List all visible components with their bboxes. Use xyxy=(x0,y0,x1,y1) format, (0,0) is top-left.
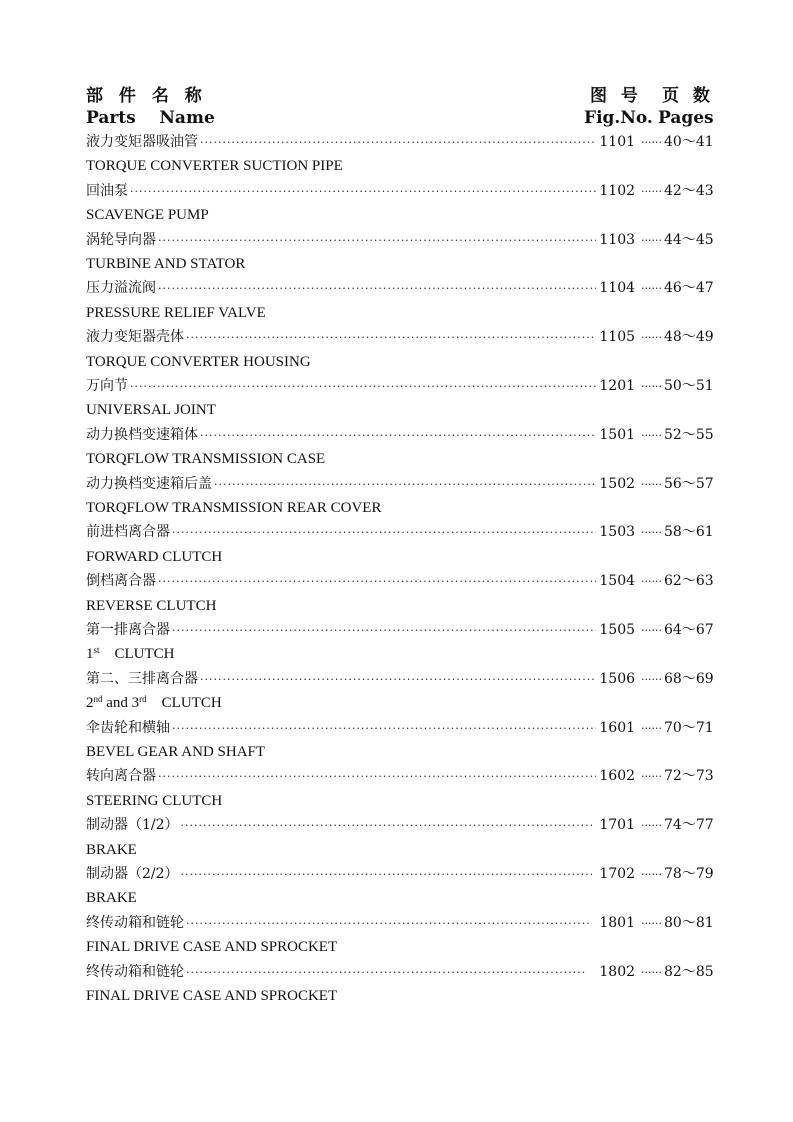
entry-fig-number: 1505 xyxy=(599,621,636,638)
index-entry xyxy=(86,862,716,911)
header-cn-name: 部 件 名 称 xyxy=(86,86,207,106)
entry-en-part: CLUTCH xyxy=(99,646,175,663)
index-entry xyxy=(86,569,716,618)
entry-fig-number: 1801 xyxy=(594,914,636,931)
parts-index xyxy=(86,86,716,1008)
dot-leader xyxy=(186,961,587,985)
index-entry xyxy=(86,276,716,325)
dot-leader xyxy=(181,814,592,838)
entry-en-part: nd xyxy=(93,694,103,705)
entry-list xyxy=(86,130,716,1008)
entry-en-title xyxy=(86,691,716,715)
entry-cn-row xyxy=(86,764,716,788)
index-entry xyxy=(86,325,716,374)
dot-leader xyxy=(130,180,596,204)
entry-cn-title: 前进档离合器 xyxy=(86,524,170,541)
dot-leader-short: ······ xyxy=(641,819,662,833)
index-entry xyxy=(86,960,716,1009)
index-entry xyxy=(86,179,716,228)
entry-en-title: SCAVENGE PUMP xyxy=(86,207,209,224)
entry-pages: 42～43 xyxy=(664,182,714,199)
dot-leader-short: ······ xyxy=(641,575,662,589)
entry-cn-title: 液力变矩器吸油管 xyxy=(86,134,198,150)
entry-fig-number: 1504 xyxy=(599,573,636,590)
entry-en-title: TORQUE CONVERTER HOUSING xyxy=(86,353,311,370)
entry-en-part: 2 xyxy=(86,695,94,712)
index-entry xyxy=(86,130,716,179)
entry-cn-title: 液力变矩器壳体 xyxy=(86,329,184,346)
dot-leader xyxy=(158,570,596,594)
entry-pages: 68～69 xyxy=(664,670,714,687)
dot-leader xyxy=(200,131,596,155)
entry-en-part: and 3 xyxy=(102,695,140,712)
entry-en-title: TURBINE AND STATOR xyxy=(86,255,246,272)
entry-en-title: FINAL DRIVE CASE AND SPROCKET xyxy=(86,939,338,956)
entry-en-title: REVERSE CLUTCH xyxy=(86,597,217,614)
dot-leader-short: ······ xyxy=(641,233,662,247)
dot-leader xyxy=(130,375,596,399)
entry-en-title: STEERING CLUTCH xyxy=(86,792,223,809)
entry-cn-title: 第一排离合器 xyxy=(86,621,170,638)
entry-cn-title: 动力换档变速箱后盖 xyxy=(86,475,212,492)
dot-leader-short: ······ xyxy=(641,623,662,637)
dot-leader xyxy=(186,326,596,350)
entry-pages: 62～63 xyxy=(664,573,714,590)
entry-cn-title: 动力换档变速箱体 xyxy=(86,426,198,443)
dot-leader-short: ······ xyxy=(641,672,662,686)
entry-pages: 82～85 xyxy=(664,963,714,980)
entry-fig-number: 1501 xyxy=(599,426,636,443)
dot-leader-short: ······ xyxy=(641,965,662,979)
dot-leader-short: ······ xyxy=(641,282,662,296)
entry-fig-number: 1201 xyxy=(599,377,636,394)
entry-cn-row xyxy=(86,862,716,886)
entry-cn-title: 万向节 xyxy=(86,377,128,394)
entry-en-title: FORWARD CLUTCH xyxy=(86,548,223,565)
entry-pages: 48～49 xyxy=(664,329,714,346)
entry-fig-number: 1502 xyxy=(599,475,636,492)
entry-en-title: UNIVERSAL JOINT xyxy=(86,402,216,419)
dot-leader xyxy=(172,521,596,545)
header-cn-pages: 页 数 xyxy=(662,86,714,106)
dot-leader xyxy=(158,765,596,789)
entry-pages: 52～55 xyxy=(664,426,714,443)
index-entry xyxy=(86,911,716,960)
entry-cn-row xyxy=(86,520,716,544)
entry-fig-number: 1503 xyxy=(599,524,636,541)
entry-cn-row xyxy=(86,179,716,203)
index-entry xyxy=(86,423,716,472)
entry-fig-number: 1601 xyxy=(599,719,636,736)
dot-leader xyxy=(158,277,596,301)
entry-cn-title: 制动器（1/2） xyxy=(86,817,179,834)
entry-en-part: CLUTCH xyxy=(146,695,222,712)
entry-pages: 70～71 xyxy=(664,719,714,736)
dot-leader xyxy=(172,619,596,643)
entry-cn-title: 回油泵 xyxy=(86,182,128,199)
index-entry xyxy=(86,764,716,813)
entry-pages: 56～57 xyxy=(664,475,714,492)
entry-pages: 64～67 xyxy=(664,621,714,638)
dot-leader-short: ······ xyxy=(641,526,662,540)
dot-leader-short: ······ xyxy=(641,867,662,881)
entry-pages: 80～81 xyxy=(664,914,714,931)
entry-cn-row xyxy=(86,960,716,984)
entry-en-title: TORQFLOW TRANSMISSION REAR COVER xyxy=(86,499,382,516)
dot-leader xyxy=(181,863,592,887)
entry-cn-title: 制动器（2/2） xyxy=(86,865,179,882)
entry-cn-row xyxy=(86,569,716,593)
entry-fig-number: 1102 xyxy=(599,182,636,199)
entry-en-title xyxy=(86,642,716,666)
entry-pages: 46～47 xyxy=(664,280,714,297)
index-entry xyxy=(86,716,716,765)
entry-cn-row xyxy=(86,374,716,398)
dot-leader xyxy=(172,717,596,741)
entry-cn-row xyxy=(86,423,716,447)
entry-cn-row xyxy=(86,618,716,642)
dot-leader-short: ······ xyxy=(641,331,662,345)
entry-fig-number: 1702 xyxy=(594,865,636,882)
entry-pages: 50～51 xyxy=(664,377,714,394)
entry-fig-number: 1602 xyxy=(599,768,636,785)
dot-leader xyxy=(214,473,596,497)
index-entry xyxy=(86,374,716,423)
entry-fig-number: 1802 xyxy=(590,963,636,980)
header-cn-fig: 图 号 xyxy=(590,86,642,106)
entry-cn-row xyxy=(86,130,716,154)
entry-en-title: FINAL DRIVE CASE AND SPROCKET xyxy=(86,987,338,1004)
dot-leader-short: ······ xyxy=(641,770,662,784)
dot-leader-short: ······ xyxy=(641,184,662,198)
entry-cn-title: 涡轮导向器 xyxy=(86,231,156,248)
entry-cn-row xyxy=(86,667,716,691)
entry-pages: 44～45 xyxy=(664,231,714,248)
entry-en-title: BRAKE xyxy=(86,841,137,858)
entry-en-part: rd xyxy=(139,694,147,705)
entry-cn-row xyxy=(86,716,716,740)
entry-en-title: TORQUE CONVERTER SUCTION PIPE xyxy=(86,158,343,175)
index-entry xyxy=(86,228,716,277)
entry-en-title: BEVEL GEAR AND SHAFT xyxy=(86,743,266,760)
entry-en-title: PRESSURE RELIEF VALVE xyxy=(86,304,266,321)
entry-cn-title: 终传动箱和链轮 xyxy=(86,914,184,931)
index-entry xyxy=(86,667,716,716)
entry-fig-number: 1701 xyxy=(594,817,636,834)
dot-leader-short: ······ xyxy=(641,916,662,930)
dot-leader xyxy=(200,424,596,448)
header-en-fig: Fig.No. xyxy=(584,108,653,128)
entry-pages: 72～73 xyxy=(664,768,714,785)
entry-en-part: st xyxy=(93,645,100,656)
dot-leader-short: ······ xyxy=(641,721,662,735)
entry-fig-number: 1103 xyxy=(599,231,636,248)
entry-cn-title: 终传动箱和链轮 xyxy=(86,963,184,980)
entry-cn-row xyxy=(86,472,716,496)
header-en-name: Parts Name xyxy=(86,108,215,128)
entry-cn-title: 转向离合器 xyxy=(86,768,156,785)
dot-leader xyxy=(158,229,596,253)
entry-cn-row xyxy=(86,276,716,300)
entry-en-part: 1 xyxy=(86,646,94,663)
header-en-pages: Pages xyxy=(658,108,714,128)
entry-pages: 78～79 xyxy=(664,865,714,882)
entry-pages: 74～77 xyxy=(664,817,714,834)
index-entry xyxy=(86,813,716,862)
index-entry xyxy=(86,520,716,569)
entry-pages: 40～41 xyxy=(664,134,714,150)
entry-cn-title: 倒档离合器 xyxy=(86,573,156,590)
dot-leader-short: ······ xyxy=(641,428,662,442)
entry-cn-title: 伞齿轮和横轴 xyxy=(86,719,170,736)
dot-leader-short: ······ xyxy=(641,379,662,393)
entry-cn-row xyxy=(86,911,716,935)
entry-fig-number: 1506 xyxy=(599,670,636,687)
index-entry xyxy=(86,618,716,667)
column-header xyxy=(86,86,716,130)
index-entry xyxy=(86,472,716,521)
entry-cn-title: 第二、三排离合器 xyxy=(86,670,198,687)
dot-leader-short: ······ xyxy=(641,477,662,491)
entry-cn-row xyxy=(86,813,716,837)
dot-leader xyxy=(186,912,592,936)
entry-fig-number: 1104 xyxy=(599,280,636,297)
entry-fig-number: 1101 xyxy=(599,134,636,150)
entry-pages: 58～61 xyxy=(664,524,714,541)
entry-cn-row xyxy=(86,228,716,252)
entry-cn-title: 压力溢流阀 xyxy=(86,280,156,297)
dot-leader-short: ······ xyxy=(641,136,662,149)
entry-cn-row xyxy=(86,325,716,349)
entry-en-title: TORQFLOW TRANSMISSION CASE xyxy=(86,451,326,468)
entry-en-title: BRAKE xyxy=(86,890,137,907)
dot-leader xyxy=(200,668,596,692)
entry-fig-number: 1105 xyxy=(599,329,636,346)
